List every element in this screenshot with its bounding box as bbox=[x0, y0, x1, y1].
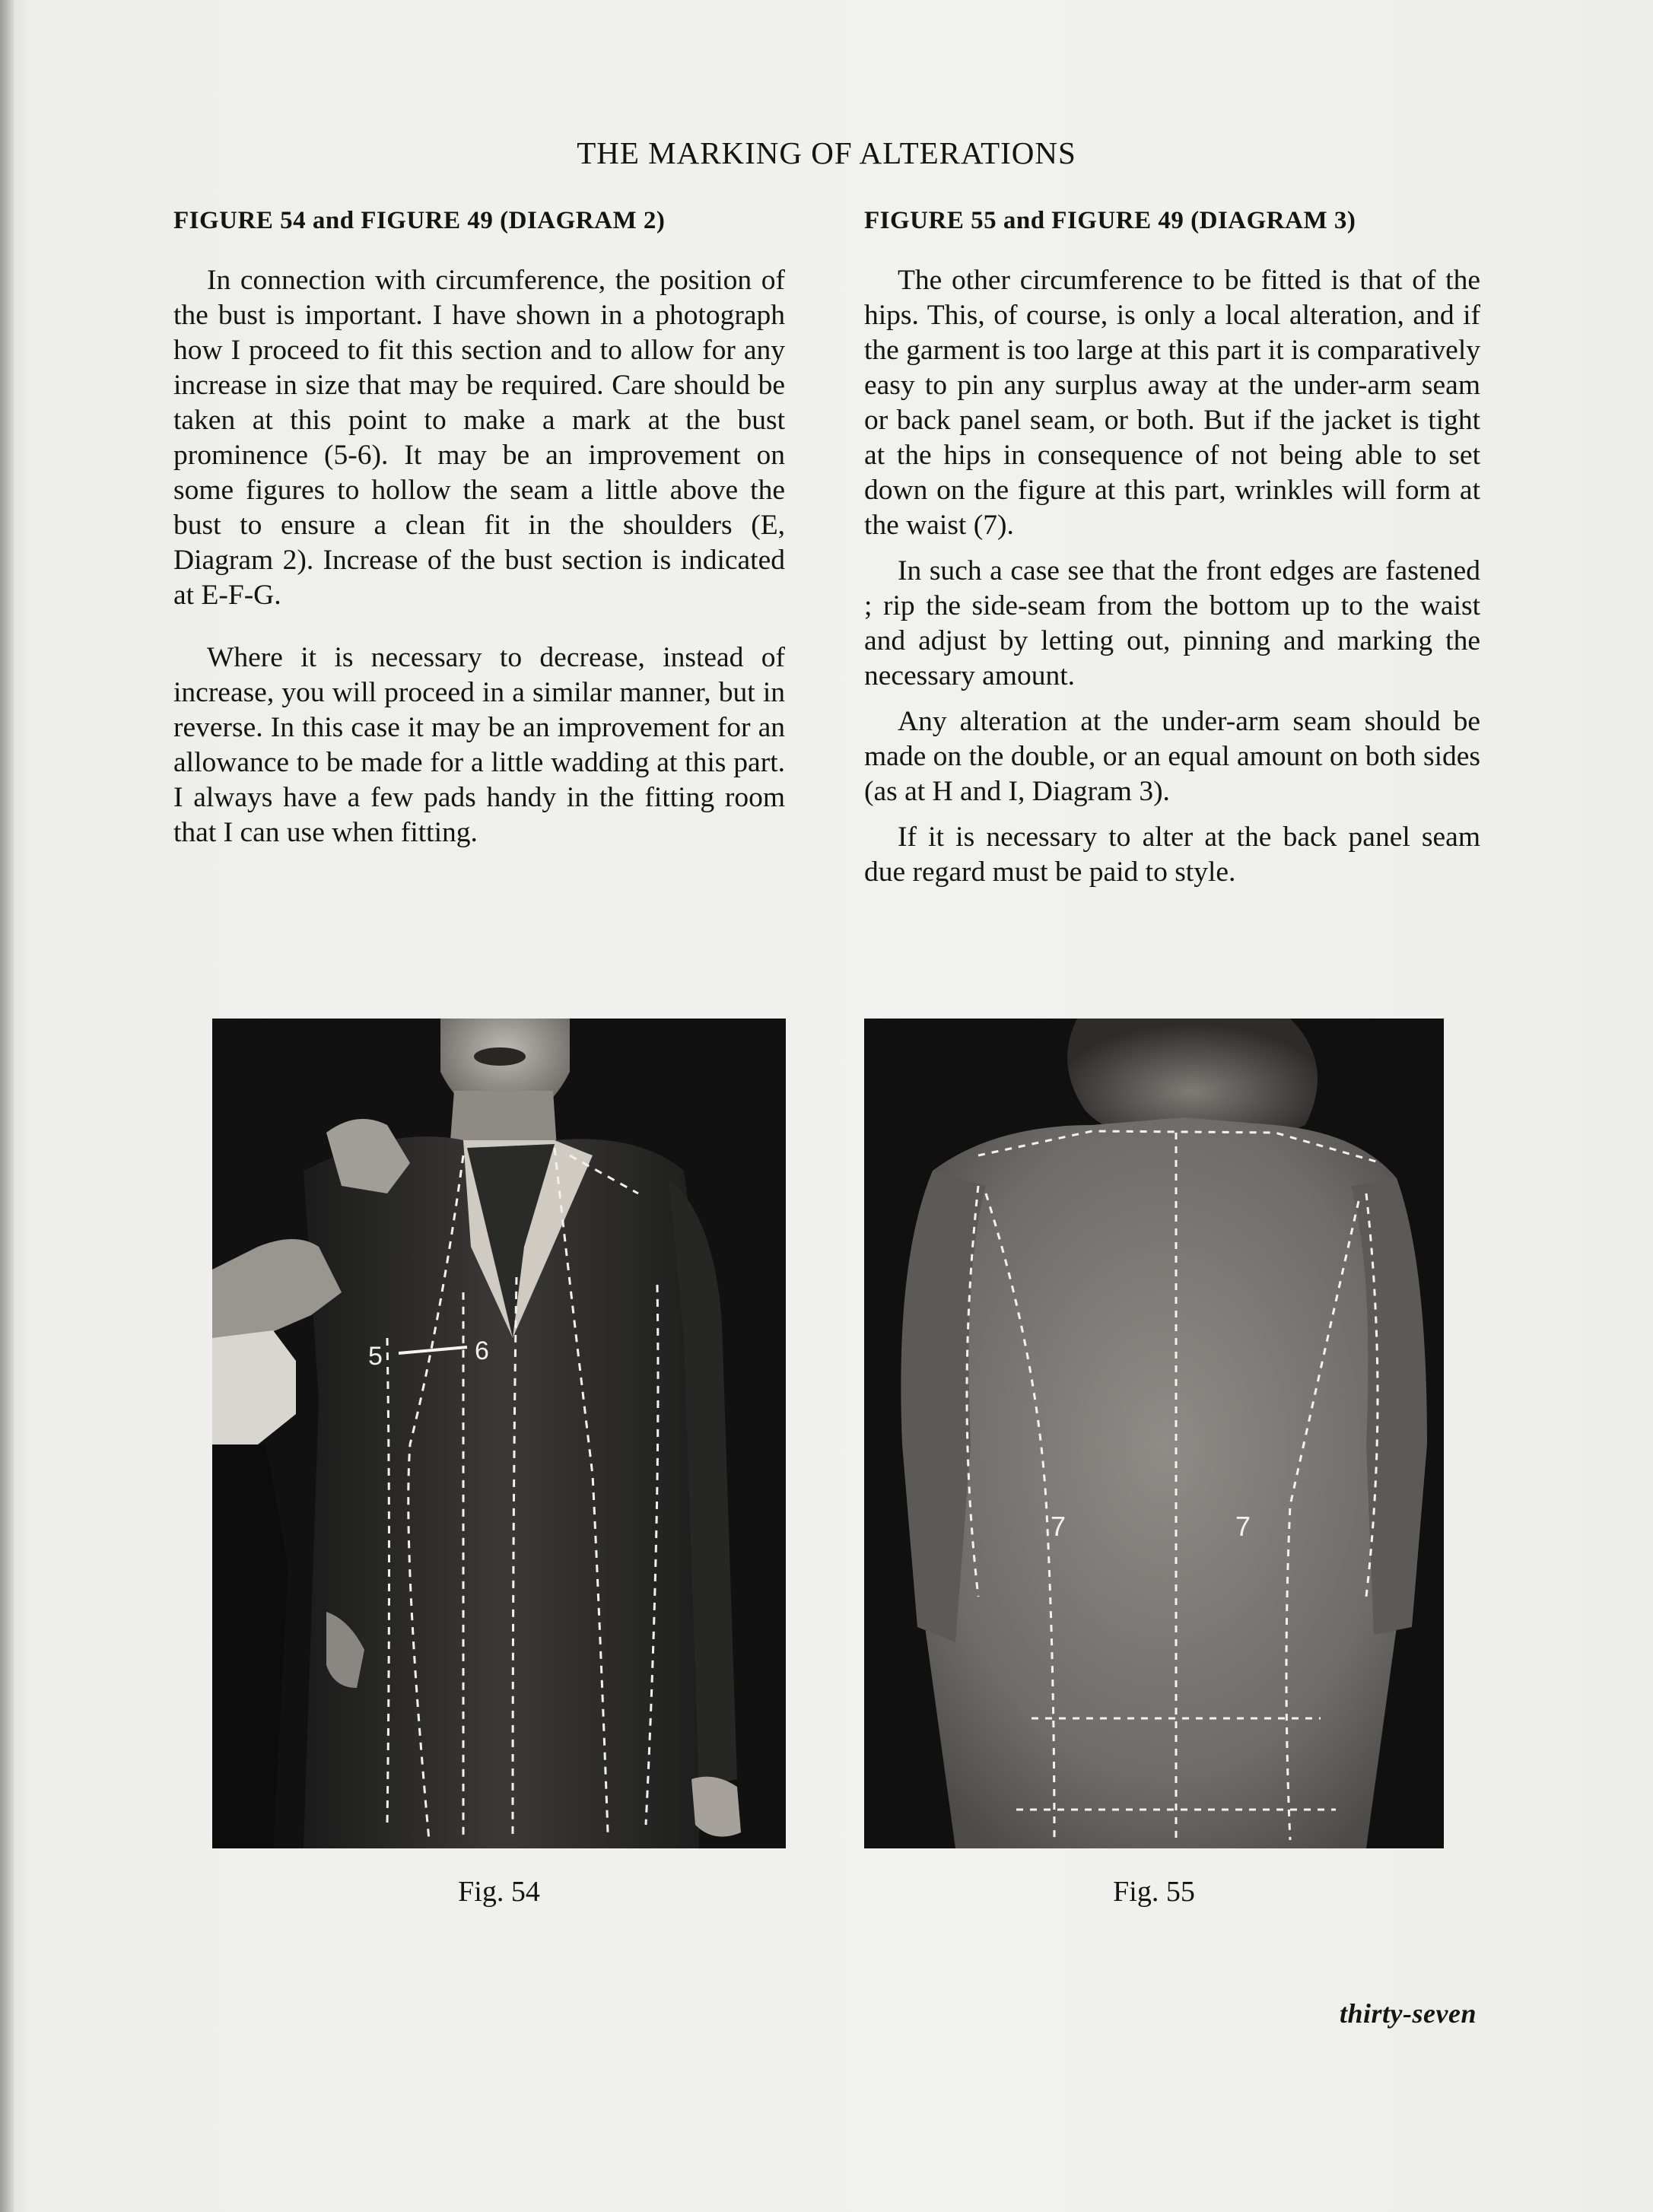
figure-54-illustration bbox=[212, 1019, 786, 1848]
model-jacket-back bbox=[910, 1117, 1419, 1848]
figure-54-mark-5: 5 bbox=[368, 1342, 383, 1371]
right-paragraph: The other circumference to be fitted is that of the hips. This, of course, is only a local alteration, and if the garment is too large at this part it is comparatively easy to pin any surplus away at the under-arm seam or back panel seam, or both. But if the jacket is tight at the hips in consequence of not being able to set down on the figure at this part, wrinkles will form at the waist (7). bbox=[864, 265, 1480, 541]
figure-54-mark-6: 6 bbox=[475, 1336, 489, 1365]
right-column-heading: FIGURE 55 and FIGURE 49 (DIAGRAM 3) bbox=[864, 207, 1356, 234]
right-paragraph: If it is necessary to alter at the back panel seam due regard must be paid to style. bbox=[864, 822, 1480, 888]
right-paragraph: Any alteration at the under-arm seam should be made on the double, or an equal amount on both sides (as at H and I, Diagram 3). bbox=[864, 706, 1480, 807]
model-lips bbox=[474, 1047, 526, 1066]
page-number: thirty-seven bbox=[1340, 1998, 1477, 2029]
model-hand bbox=[691, 1777, 741, 1837]
left-column bbox=[173, 205, 785, 850]
page-spine-shadow bbox=[0, 0, 14, 2212]
figure-55-mark-7-left: 7 bbox=[1051, 1511, 1067, 1542]
figure-55-illustration bbox=[864, 1019, 1444, 1848]
figure-55-photo bbox=[864, 1019, 1444, 1848]
figure-55-mark-7-right: 7 bbox=[1235, 1511, 1251, 1542]
running-head: THE MARKING OF ALTERATIONS bbox=[577, 135, 1076, 170]
right-paragraph: In such a case see that the front edges are fastened ; rip the side-seam from the bottom up to the waist and adjust by letting out, pinning and marking the necessary amount. bbox=[864, 555, 1480, 691]
left-paragraph: In connection with circumference, the position of the bust is important. I have shown in a photograph how I proceed to fit this section and to allow for any increase in size that may be required. Care should be taken at this point to make a mark at the bust prominence (5-6). It may be an improvement on some figures to hollow the seam a little above the bust to ensure a clean fit in the shoulders (E, Diagram 2). Increase of the bust section is indicated at E-F-G. bbox=[173, 265, 785, 611]
figure-54-photo bbox=[212, 1019, 786, 1848]
left-column-heading: FIGURE 54 and FIGURE 49 (DIAGRAM 2) bbox=[173, 207, 666, 234]
figure-55-caption: Fig. 55 bbox=[1113, 1876, 1195, 1908]
left-paragraph: Where it is necessary to decrease, instead of increase, you will proceed in a similar manner, but in reverse. In this case it may be an improvement for an allowance to be made for a little wadding at this part. I always have a few pads handy in the fitting room that I can use when fitting. bbox=[173, 642, 785, 848]
figure-54-caption: Fig. 54 bbox=[458, 1876, 540, 1908]
right-column bbox=[864, 205, 1480, 890]
